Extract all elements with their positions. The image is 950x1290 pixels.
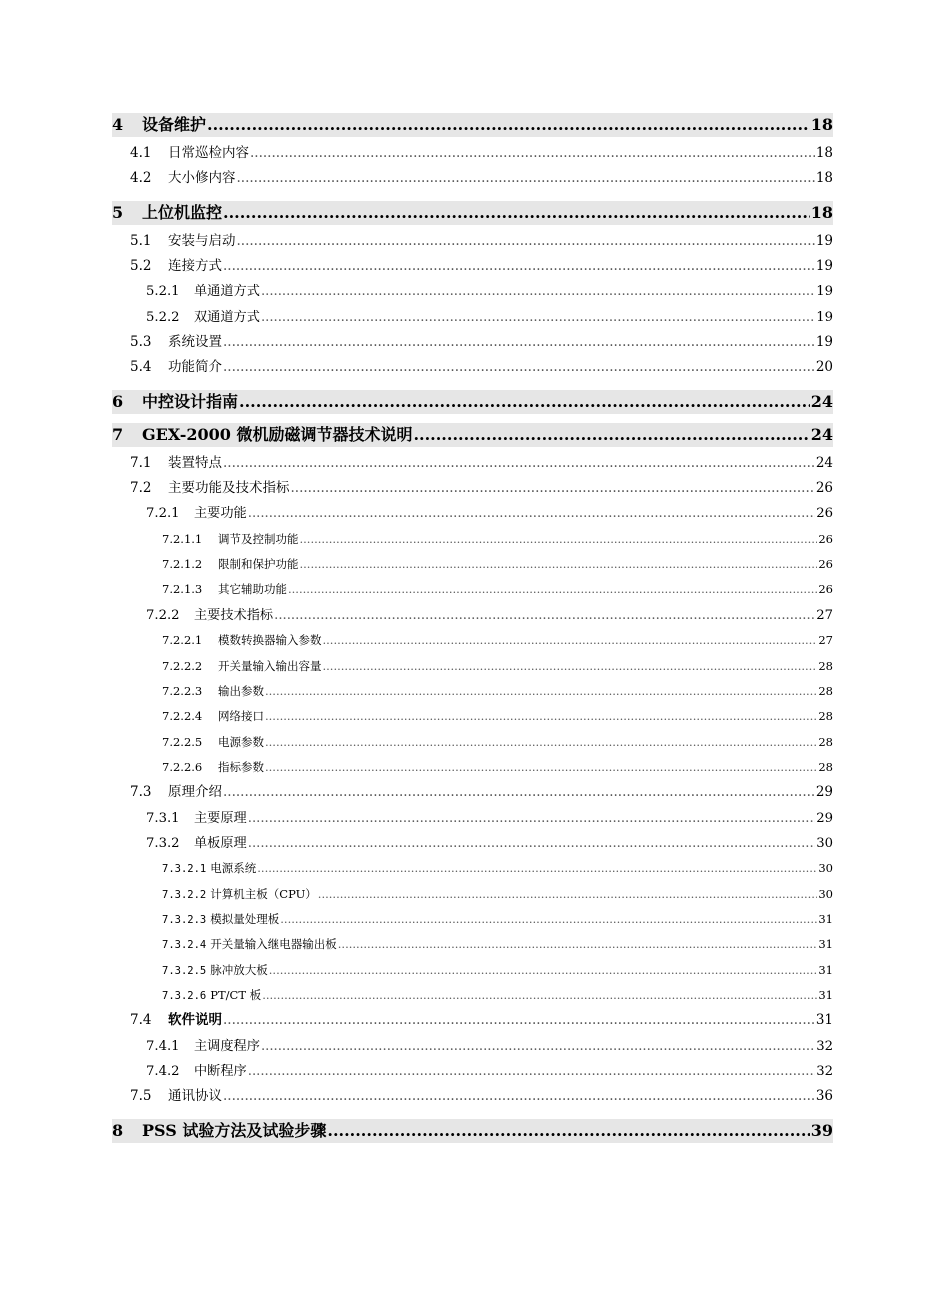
toc-entry[interactable]: [112, 305, 833, 330]
toc-entry-number: 7.3.2.1: [162, 863, 207, 876]
toc-entry-title: 开关量输入输出容量: [218, 658, 322, 673]
toc-entry-page: 28: [818, 683, 833, 698]
toc-entry-title: 主要原理: [194, 810, 247, 826]
toc-entry-number: 7: [112, 424, 124, 444]
toc-entry-title: 电源系统: [210, 861, 257, 876]
toc-entry-title: 主调度程序: [194, 1038, 260, 1054]
toc-dot-leader: [318, 882, 818, 907]
toc-dot-leader: [265, 679, 817, 704]
toc-dot-leader: [223, 330, 815, 355]
toc-entry-number: 5.2.1: [146, 284, 180, 300]
toc-entry[interactable]: [112, 330, 833, 355]
toc-entry[interactable]: [112, 279, 833, 304]
toc-entry-page: 24: [815, 454, 833, 471]
toc-entry-number: 5.4: [130, 359, 152, 376]
toc-entry[interactable]: [112, 983, 833, 1008]
toc-dot-leader: [262, 983, 817, 1008]
toc-entry-number: 7.2.2: [146, 607, 180, 623]
toc-entry-number: 7.3.2.6: [162, 989, 207, 1002]
toc-entry-number: 7.4.1: [146, 1038, 180, 1054]
toc-entry-page: 18: [810, 115, 833, 134]
toc-entry-title: 脉冲放大板: [210, 962, 268, 977]
toc-entry[interactable]: [112, 679, 833, 704]
toc-entry-page: 31: [815, 1012, 833, 1029]
toc-entry-page: 31: [818, 937, 833, 952]
toc-entry-title: 开关量输入继电器输出板: [210, 937, 337, 952]
toc-entry[interactable]: [112, 476, 833, 501]
toc-dot-leader: [239, 390, 810, 414]
toc-entry-page: 27: [816, 607, 833, 623]
toc-dot-leader: [237, 166, 815, 191]
toc-entry[interactable]: [112, 1008, 833, 1033]
toc-dot-leader: [261, 279, 815, 304]
toc-entry[interactable]: [112, 552, 833, 577]
toc-dot-leader: [261, 1034, 815, 1059]
toc-dot-leader: [223, 451, 815, 476]
toc-entry-title: 主要功能及技术指标: [168, 480, 290, 497]
toc-entry-page: 36: [815, 1088, 833, 1105]
toc-entry-number: 7.5: [130, 1088, 152, 1105]
toc-entry-page: 18: [815, 170, 833, 187]
toc-dot-leader: [300, 552, 818, 577]
toc-dot-leader: [269, 958, 818, 983]
toc-entry-page: 32: [816, 1064, 833, 1079]
toc-entry[interactable]: [112, 355, 833, 380]
toc-entry[interactable]: [112, 603, 833, 628]
toc-entry-title: 主要技术指标: [194, 607, 274, 623]
toc-entry-title: 软件说明: [168, 1012, 222, 1029]
toc-entry-number: 7.2.2.6: [162, 759, 203, 774]
toc-entry-title: PSS 试验方法及试验步骤: [142, 1120, 327, 1140]
toc-entry-title: 单通道方式: [194, 284, 260, 300]
toc-entry-page: 31: [818, 962, 833, 977]
toc-entry-number: 7.2.2.5: [162, 734, 203, 749]
toc-entry-number: 4: [112, 115, 124, 134]
toc-entry[interactable]: [112, 527, 833, 552]
toc-entry-title: 计算机主板（CPU）: [210, 886, 317, 901]
toc-dot-leader: [338, 932, 818, 957]
toc-entry-page: 30: [818, 886, 833, 901]
toc-entry-title: 主要功能: [194, 506, 247, 522]
toc-entry-page: 31: [818, 911, 833, 926]
toc-entry[interactable]: [112, 166, 833, 191]
toc-entry-number: 4.1: [130, 145, 152, 161]
toc-dot-leader: [291, 476, 815, 501]
toc-entry[interactable]: [112, 932, 833, 957]
toc-entry-title: 调节及控制功能: [218, 531, 299, 546]
toc-entry-number: 7.2.2.2: [162, 658, 203, 673]
toc-entry-number: 7.4.2: [146, 1064, 180, 1079]
toc-entry-page: 26: [816, 506, 833, 522]
toc-dot-leader: [288, 577, 817, 602]
toc-entry-title: 模数转换器输入参数: [218, 633, 322, 648]
toc-entry-number: 7.3.2.4: [162, 939, 207, 952]
toc-entry-page: 31: [818, 987, 833, 1002]
toc-entry[interactable]: [112, 141, 833, 166]
toc-dot-leader: [223, 201, 810, 225]
toc-dot-leader: [265, 755, 817, 780]
toc-dot-leader: [223, 1008, 815, 1033]
toc-dot-leader: [257, 856, 817, 881]
toc-entry[interactable]: [112, 577, 833, 602]
toc-entry-page: 18: [810, 202, 833, 222]
toc-entry-title: 安装与启动: [168, 232, 236, 249]
toc-chapter-entry[interactable]: [112, 1119, 833, 1143]
toc-entry-number: 7.3.1: [146, 810, 180, 826]
toc-dot-leader: [413, 423, 809, 447]
toc-dot-leader: [265, 704, 817, 729]
toc-entry-page: 20: [815, 359, 833, 376]
toc-dot-leader: [223, 254, 815, 279]
toc-dot-leader: [250, 141, 815, 166]
toc-entry-number: 7.3.2.5: [162, 964, 207, 977]
toc-chapter-entry[interactable]: [112, 423, 833, 447]
toc-entry-number: 7.2.1.1: [162, 531, 203, 546]
toc-dot-leader: [207, 113, 810, 137]
toc-entry-page: 28: [818, 759, 833, 774]
toc-entry-page: 27: [818, 633, 833, 648]
toc-entry-title: 指标参数: [218, 759, 264, 774]
toc-entry[interactable]: [112, 831, 833, 856]
toc-dot-leader: [223, 1084, 815, 1109]
toc-entry-number: 7.4: [130, 1012, 152, 1029]
toc-entry[interactable]: [112, 229, 833, 254]
toc-entry-title: 限制和保护功能: [218, 557, 299, 572]
toc-entry-page: 39: [810, 1120, 833, 1140]
toc-entry-number: 7.2.2.1: [162, 633, 203, 648]
toc-entry-page: 32: [816, 1038, 833, 1054]
toc-entry-page: 26: [818, 531, 833, 546]
toc-entry-number: 7.1: [130, 454, 152, 471]
toc-dot-leader: [280, 907, 817, 932]
toc-dot-leader: [327, 1119, 809, 1143]
toc-entry-number: 7.3.2.2: [162, 888, 207, 901]
toc-entry-page: 29: [815, 784, 833, 801]
toc-dot-leader: [248, 831, 815, 856]
toc-entry[interactable]: [112, 654, 833, 679]
toc-entry[interactable]: [112, 856, 833, 881]
toc-dot-leader: [237, 229, 815, 254]
toc-entry-title: 系统设置: [168, 334, 222, 351]
toc-entry[interactable]: [112, 958, 833, 983]
toc-entry-number: 5.2.2: [146, 309, 180, 325]
toc-entry-title: 单板原理: [194, 835, 247, 851]
toc-entry-number: 5.1: [130, 232, 152, 249]
toc-dot-leader: [300, 527, 818, 552]
toc-entry-page: 26: [818, 557, 833, 572]
toc-entry-number: 7.2.1.3: [162, 582, 203, 597]
toc-entry-number: 7.2.1: [146, 506, 180, 522]
toc-entry[interactable]: [112, 254, 833, 279]
toc-entry-page: 19: [815, 232, 833, 249]
toc-entry[interactable]: [112, 1059, 833, 1084]
toc-entry[interactable]: [112, 1084, 833, 1109]
toc-entry-title: 模拟量处理板: [210, 911, 280, 926]
toc-entry-page: 26: [818, 582, 833, 597]
toc-entry-title: 通讯协议: [168, 1088, 222, 1105]
toc-entry-title: 日常巡检内容: [168, 145, 249, 161]
toc-entry-title: 设备维护: [142, 115, 207, 134]
toc-entry-number: 7.2: [130, 480, 152, 497]
toc-dot-leader: [274, 603, 815, 628]
toc-entry-page: 30: [816, 835, 833, 851]
toc-entry-number: 7.2.1.2: [162, 557, 203, 572]
toc-entry-number: 7.2.2.3: [162, 683, 203, 698]
toc-entry-number: 5: [112, 202, 124, 222]
toc-entry-title: 装置特点: [168, 454, 222, 471]
toc-dot-leader: [323, 654, 818, 679]
toc-chapter-entry[interactable]: [112, 201, 833, 225]
toc-entry-title: 其它辅助功能: [218, 582, 287, 597]
toc-entry-title: 输出参数: [218, 683, 264, 698]
toc-entry[interactable]: [112, 628, 833, 653]
toc-entry-title: 中控设计指南: [142, 391, 239, 411]
toc-dot-leader: [261, 305, 815, 330]
toc-entry[interactable]: [112, 704, 833, 729]
toc-chapter-entry[interactable]: [112, 390, 833, 414]
toc-entry-title: 电源参数: [218, 734, 264, 749]
toc-entry-number: 7.3: [130, 784, 152, 801]
table-of-contents: [112, 113, 833, 1147]
toc-entry-title: 大小修内容: [168, 170, 236, 187]
toc-entry-number: 4.2: [130, 170, 152, 187]
toc-entry[interactable]: [112, 907, 833, 932]
toc-entry-title: 中断程序: [194, 1064, 247, 1079]
toc-entry-page: 28: [818, 709, 833, 724]
toc-entry-title: GEX-2000 微机励磁调节器技术说明: [142, 424, 413, 444]
toc-entry-title: 原理介绍: [168, 784, 222, 801]
toc-entry-number: 6: [112, 391, 124, 411]
toc-entry-page: 26: [815, 480, 833, 497]
toc-entry-page: 18: [815, 145, 833, 161]
toc-dot-leader: [223, 780, 815, 805]
toc-dot-leader: [248, 1059, 815, 1084]
toc-entry-number: 5.3: [130, 334, 152, 351]
toc-entry-number: 5.2: [130, 258, 152, 275]
toc-chapter-entry[interactable]: [112, 113, 833, 137]
toc-dot-leader: [248, 501, 815, 526]
toc-entry-number: 7.3.2.3: [162, 913, 207, 926]
toc-entry-page: 19: [816, 309, 833, 325]
toc-entry[interactable]: [112, 806, 833, 831]
toc-entry[interactable]: [112, 780, 833, 805]
toc-entry-title: 网络接口: [218, 709, 264, 724]
toc-entry-title: 功能简介: [168, 359, 222, 376]
toc-entry[interactable]: [112, 882, 833, 907]
toc-entry[interactable]: [112, 755, 833, 780]
toc-entry[interactable]: [112, 501, 833, 526]
toc-entry-title: 连接方式: [168, 258, 222, 275]
toc-entry-page: 19: [815, 334, 833, 351]
toc-entry-page: 28: [818, 658, 833, 673]
toc-entry-title: 双通道方式: [194, 309, 260, 325]
toc-entry-page: 19: [815, 258, 833, 275]
toc-entry-title: PT/CT 板: [210, 987, 262, 1002]
toc-dot-leader: [223, 355, 815, 380]
toc-entry-page: 30: [818, 861, 833, 876]
toc-entry-page: 19: [816, 284, 833, 300]
toc-entry-page: 24: [810, 391, 833, 411]
toc-dot-leader: [265, 730, 817, 755]
toc-entry[interactable]: [112, 730, 833, 755]
toc-entry[interactable]: [112, 1034, 833, 1059]
toc-entry-number: 7.2.2.4: [162, 709, 203, 724]
toc-entry[interactable]: [112, 451, 833, 476]
toc-dot-leader: [248, 806, 815, 831]
toc-entry-page: 24: [810, 424, 833, 444]
toc-entry-page: 29: [816, 810, 833, 826]
toc-entry-page: 28: [818, 734, 833, 749]
toc-entry-title: 上位机监控: [142, 202, 223, 222]
toc-dot-leader: [323, 628, 818, 653]
toc-entry-number: 8: [112, 1120, 124, 1140]
toc-entry-number: 7.3.2: [146, 835, 180, 851]
